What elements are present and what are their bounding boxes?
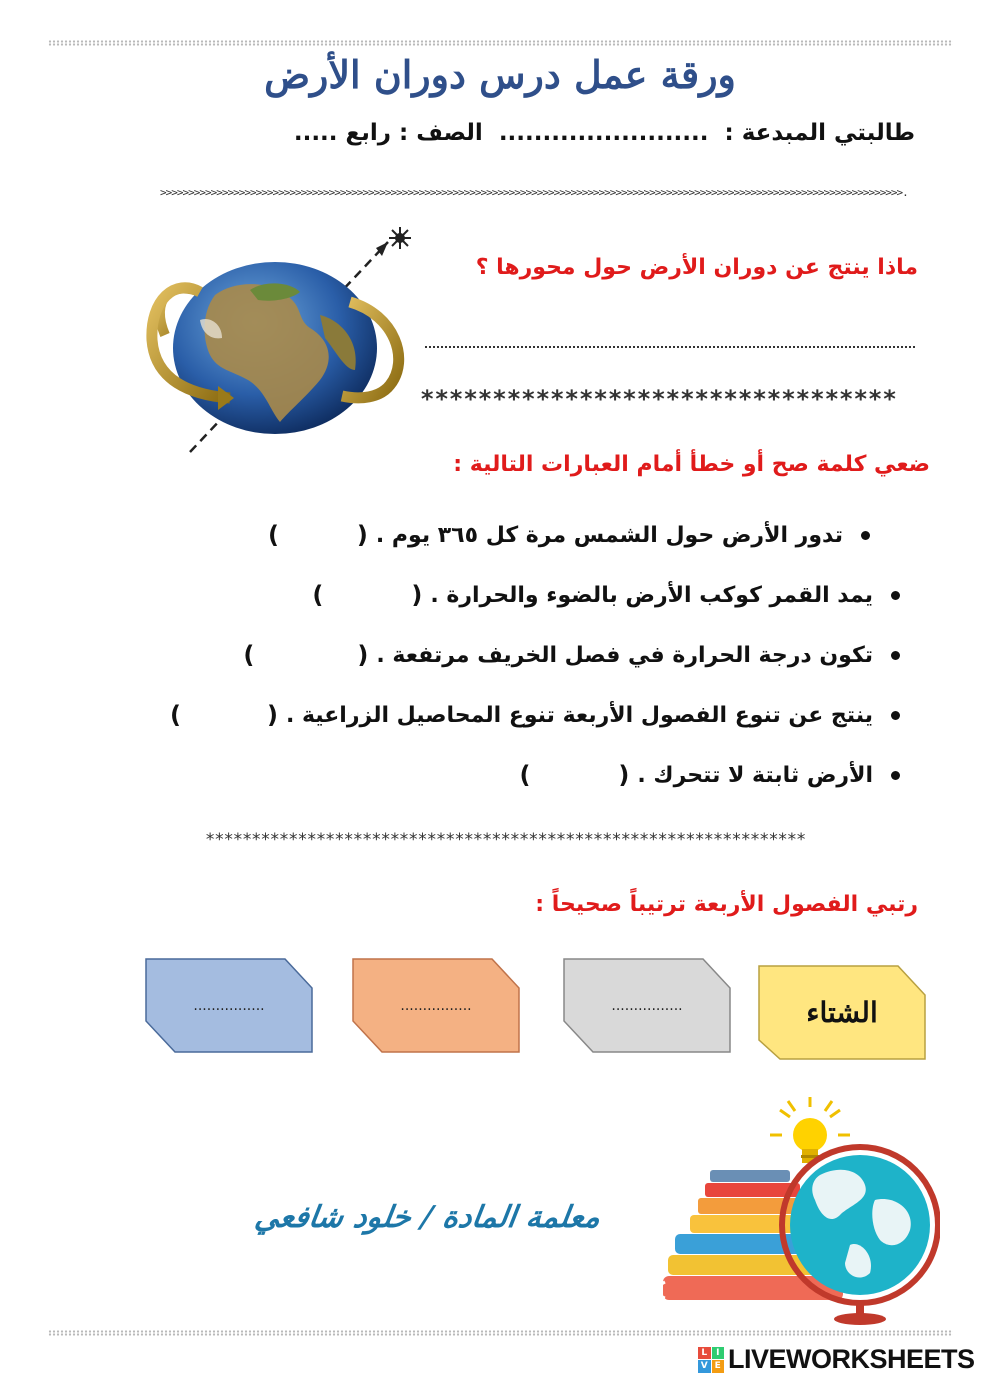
star-separator-1: ********************************* (420, 385, 897, 413)
statement-text: ينتج عن تنوع الفصول الأربعة تنوع المحاصيل الزراعية . (285, 702, 873, 728)
logo-letter: L (698, 1347, 711, 1360)
answer-open-paren: ( (357, 641, 369, 669)
statement-2 (20, 565, 900, 625)
liveworksheets-logo-icon (698, 1347, 724, 1373)
answer-open-paren: ( (618, 761, 630, 789)
answer-close-paren: ) (519, 761, 531, 789)
rotating-earth-icon (130, 220, 420, 460)
answer-open-paren: ( (266, 701, 278, 729)
question-2-heading: ضعي كلمة صح أو خطأ أمام العبارات التالية : (453, 452, 930, 477)
star-separator-2: ***************************************************************** (205, 830, 806, 850)
bottom-dotted-border (48, 1330, 953, 1336)
answer-close-paren: ) (170, 701, 181, 729)
season-blank-1[interactable]: ................ (611, 997, 683, 1014)
season-blank-3[interactable]: ................ (193, 997, 265, 1014)
answer-open-paren: ( (411, 581, 423, 609)
statement-5 (20, 745, 900, 805)
liveworksheets-brand[interactable] (698, 1344, 975, 1375)
bullet-icon (891, 591, 900, 600)
grade-label: الصف : رابع ..... (293, 120, 483, 146)
bullet-icon (891, 651, 900, 660)
statement-3 (20, 625, 900, 685)
answer-close-paren: ) (312, 581, 324, 609)
bullet-icon (891, 711, 900, 720)
logo-letter: E (712, 1360, 725, 1373)
question-1-answer-line[interactable] (425, 330, 915, 348)
student-info-line (286, 120, 915, 146)
question-1-heading: ماذا ينتج عن دوران الأرض حول محورها ؟ (475, 255, 918, 280)
top-dotted-border (48, 40, 953, 46)
statement-4 (20, 685, 900, 745)
student-name-field[interactable]: ........................ (498, 120, 709, 146)
season-box-blank-3[interactable] (145, 958, 313, 1053)
logo-letter: I (712, 1347, 725, 1360)
true-false-list (20, 505, 900, 805)
page-title: ورقة عمل درس دوران الأرض (264, 52, 736, 97)
answer-close-paren: ) (267, 521, 279, 549)
statement-text: تدور الأرض حول الشمس مرة كل ٣٦٥ يوم . (375, 522, 843, 548)
bullet-icon (861, 531, 870, 540)
teacher-signature: معلمة المادة / خلود شافعي (252, 1200, 603, 1235)
statement-text: الأرض ثابتة لا تتحرك . (637, 762, 873, 788)
brand-text: LIVEWORKSHEETS (728, 1344, 975, 1374)
answer-close-paren: ) (243, 641, 255, 669)
season-box-blank-2[interactable] (352, 958, 520, 1053)
answer-open-paren: ( (356, 521, 368, 549)
statement-text: تكون درجة الحرارة في فصل الخريف مرتفعة . (376, 642, 873, 668)
season-blank-2[interactable]: ................ (400, 997, 472, 1014)
season-box-winter (758, 965, 926, 1060)
arrow-separator: >>>>>>>>>>>>>>>>>>>>>>>>>>>>>>>>>>>>>>>>>>>>>>>>>>>>>>>>>>>>>>>>>>>>>>>>>>>>>>>>>>>>>>>>>>>>>>>>>>>>>>>>>>>>>>>>>>>>>>>>>>>>>>>>>>>>. (160, 186, 908, 199)
season-label-winter: الشتاء (806, 996, 878, 1029)
statement-1 (20, 505, 870, 565)
student-name-label: طالبتي المبدعة : (724, 120, 915, 146)
statement-text: يمد القمر كوكب الأرض بالضوء والحرارة . (430, 582, 873, 608)
season-box-blank-1[interactable] (563, 958, 731, 1053)
logo-letter: V (698, 1360, 711, 1373)
bullet-icon (891, 771, 900, 780)
books-globe-lightbulb-icon (660, 1095, 940, 1325)
question-3-heading: رتبي الفصول الأربعة ترتيباً صحيحاً : (535, 892, 918, 917)
